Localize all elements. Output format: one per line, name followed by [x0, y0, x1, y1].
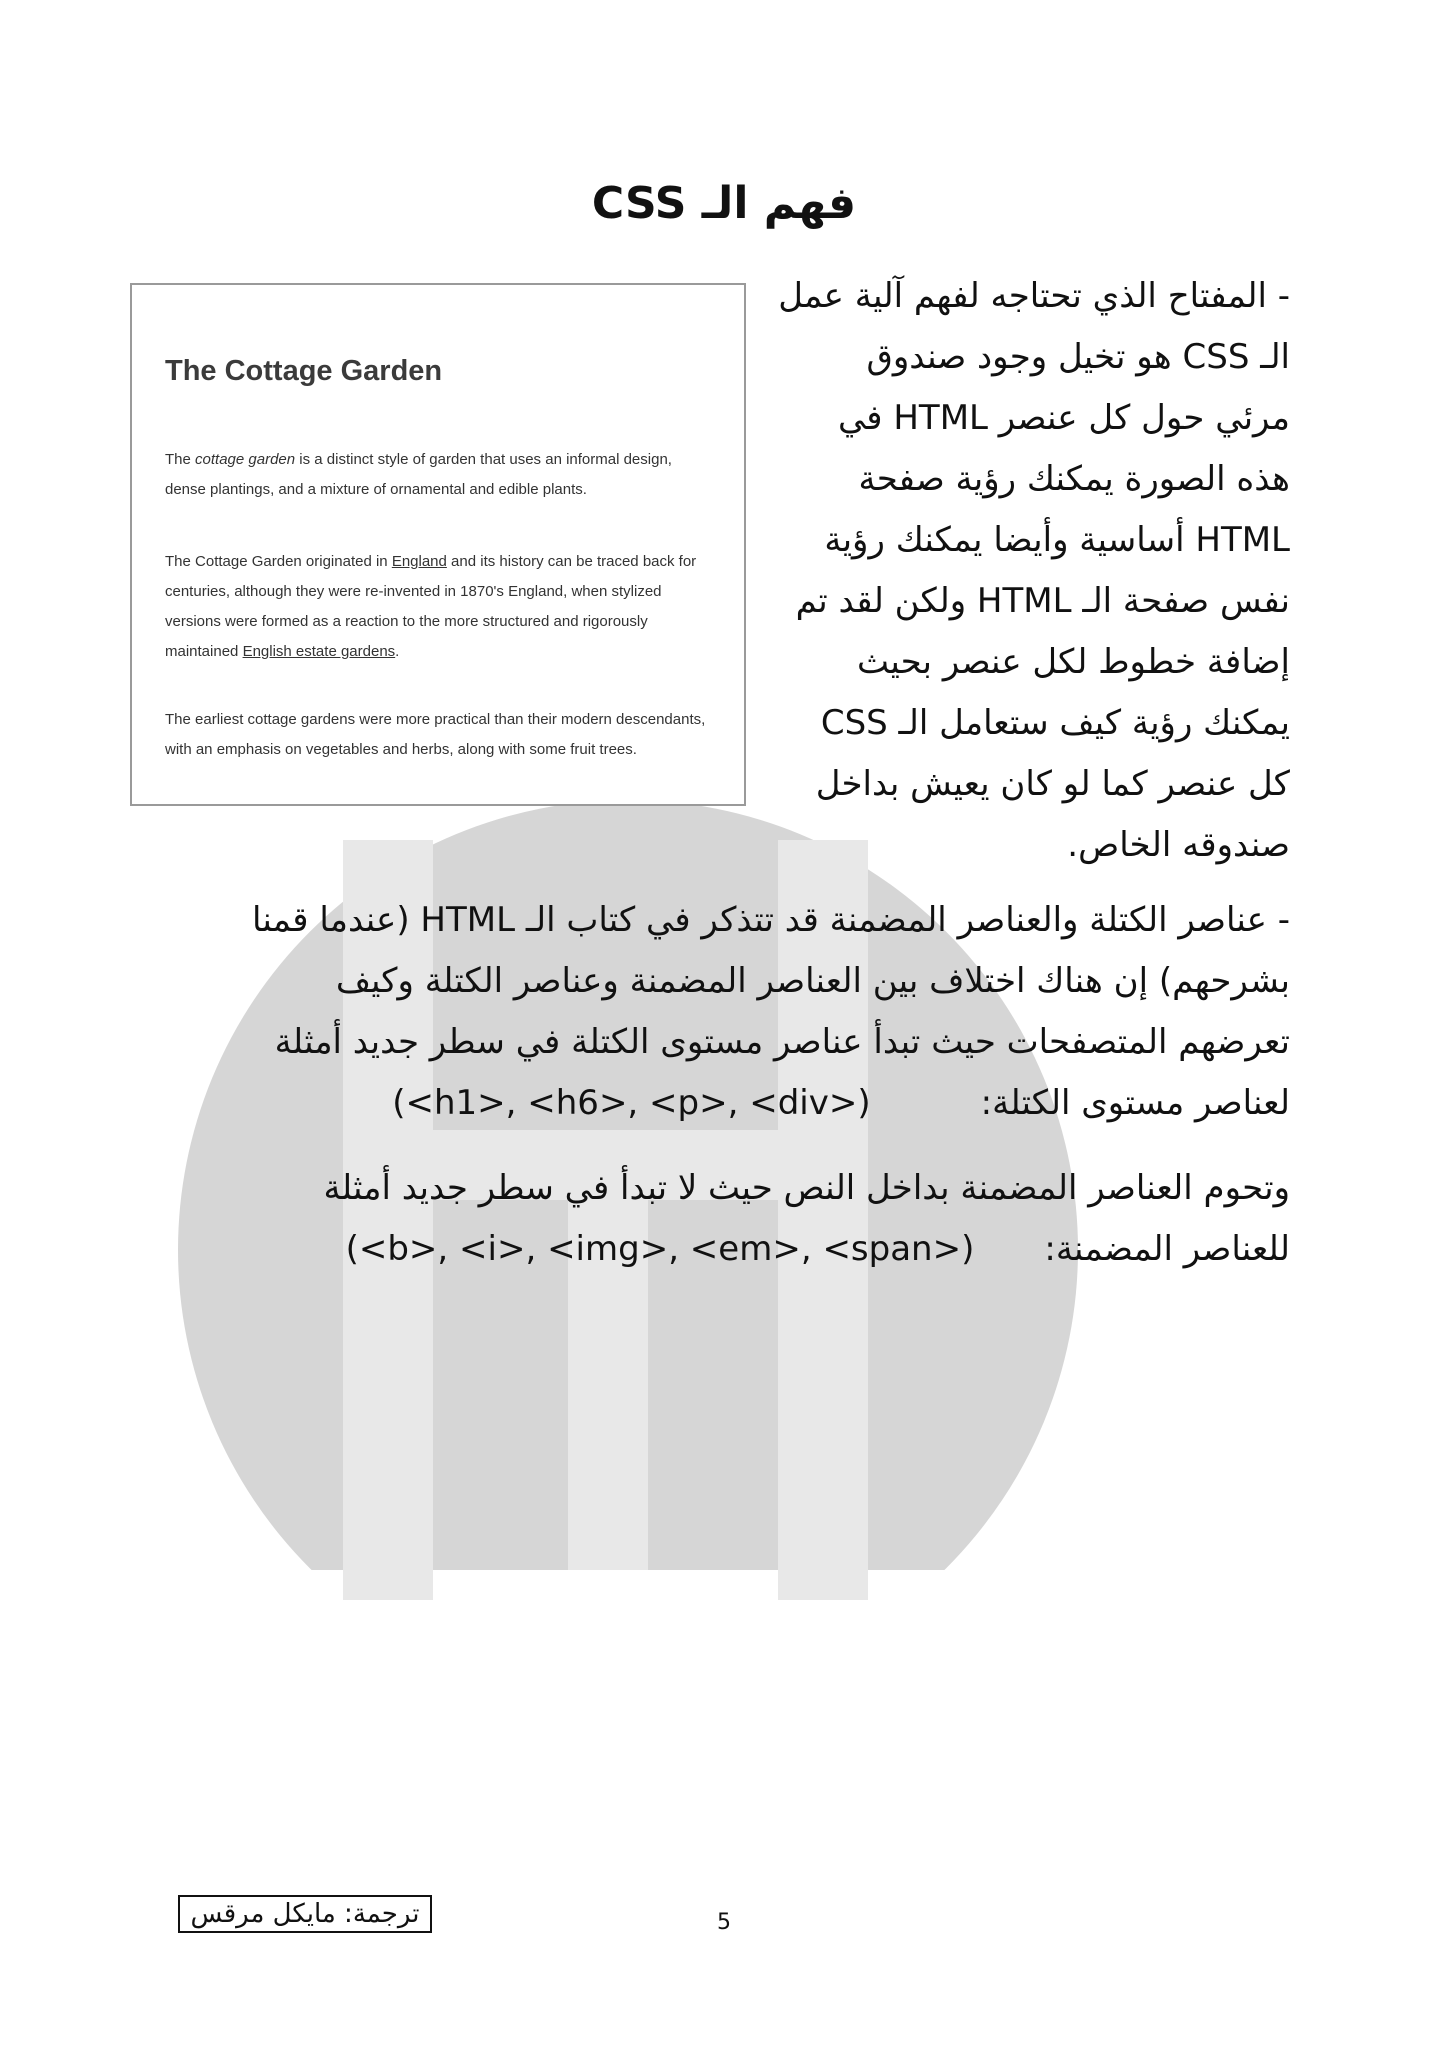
page-title: فهم الـ CSS [591, 178, 857, 229]
text-line: الـ CSS هو تخيل وجود صندوق [866, 337, 1290, 377]
english-estate-gardens-link[interactable]: English estate gardens [242, 643, 396, 660]
text-line: - عناصر الكتلة والعناصر المضمنة قد تتذكر في كتاب الـ HTML (عندما قمنا [252, 900, 1290, 940]
block-examples-code: (<h1>, <h6>, <p>, <div>) [392, 1083, 871, 1123]
cottage-garden-screenshot [130, 283, 746, 806]
text-line: نفس صفحة الـ HTML ولكن لقد تم [795, 581, 1290, 621]
text-line: تعرضهم المتصفحات حيث تبدأ عناصر مستوى الكتلة في سطر جديد أمثلة [274, 1022, 1290, 1062]
figure-paragraph-1: The cottage garden is a distinct style of garden that uses an informal design, dense plantings, and a mixture of ornamental and edible plants. [165, 451, 672, 498]
page-number: 5 [717, 1910, 731, 1935]
inline-examples-label: للعناصر المضمنة: [1044, 1229, 1290, 1269]
paragraph-box-model [770, 266, 1290, 876]
text-line [140, 1219, 1290, 1280]
text-line: وتحوم العناصر المضمنة بداخل النص حيث لا تبدأ في سطر جديد أمثلة [323, 1168, 1290, 1208]
text-line: HTML أساسية وأيضا يمكنك رؤية [824, 520, 1290, 560]
block-examples-label: لعناصر مستوى الكتلة: [980, 1083, 1290, 1123]
translator-credit: ترجمة: مايكل مرقس [178, 1895, 432, 1933]
figure-paragraph-2: The Cottage Garden originated in England and its history can be traced back for centuries, although they were re-invented in 1870's England, when stylized versions were formed as a reaction to the more structured and rigorously maintained English estate gardens. [165, 553, 697, 660]
paragraph-block-elements [140, 890, 1290, 1134]
text-line: كل عنصر كما لو كان يعيش بداخل [815, 764, 1290, 804]
paragraph-inline-elements [140, 1158, 1290, 1280]
text-line: مرئي حول كل عنصر HTML في [837, 398, 1290, 438]
text-line: صندوقه الخاص. [1067, 825, 1290, 865]
text-line [140, 1073, 1290, 1134]
text-line: - المفتاح الذي تحتاجه لفهم آلية عمل [778, 276, 1290, 316]
text-line: بشرحهم) إن هناك اختلاف بين العناصر المضمنة وعناصر الكتلة وكيف [335, 961, 1290, 1001]
figure-heading: The Cottage Garden [165, 355, 443, 387]
text-line: يمكنك رؤية كيف ستعامل الـ CSS [820, 703, 1290, 743]
figure-paragraph-3: The earliest cottage gardens were more practical than their modern descendants, with an emphasis on vegetables and herbs, along with some fruit trees. [165, 711, 706, 758]
inline-examples-code: (<b>, <i>, <img>, <em>, <span>) [345, 1229, 975, 1269]
england-link[interactable]: England [391, 553, 447, 570]
text-line: هذه الصورة يمكنك رؤية صفحة [858, 459, 1290, 499]
text-line: إضافة خطوط لكل عنصر بحيث [856, 642, 1290, 682]
